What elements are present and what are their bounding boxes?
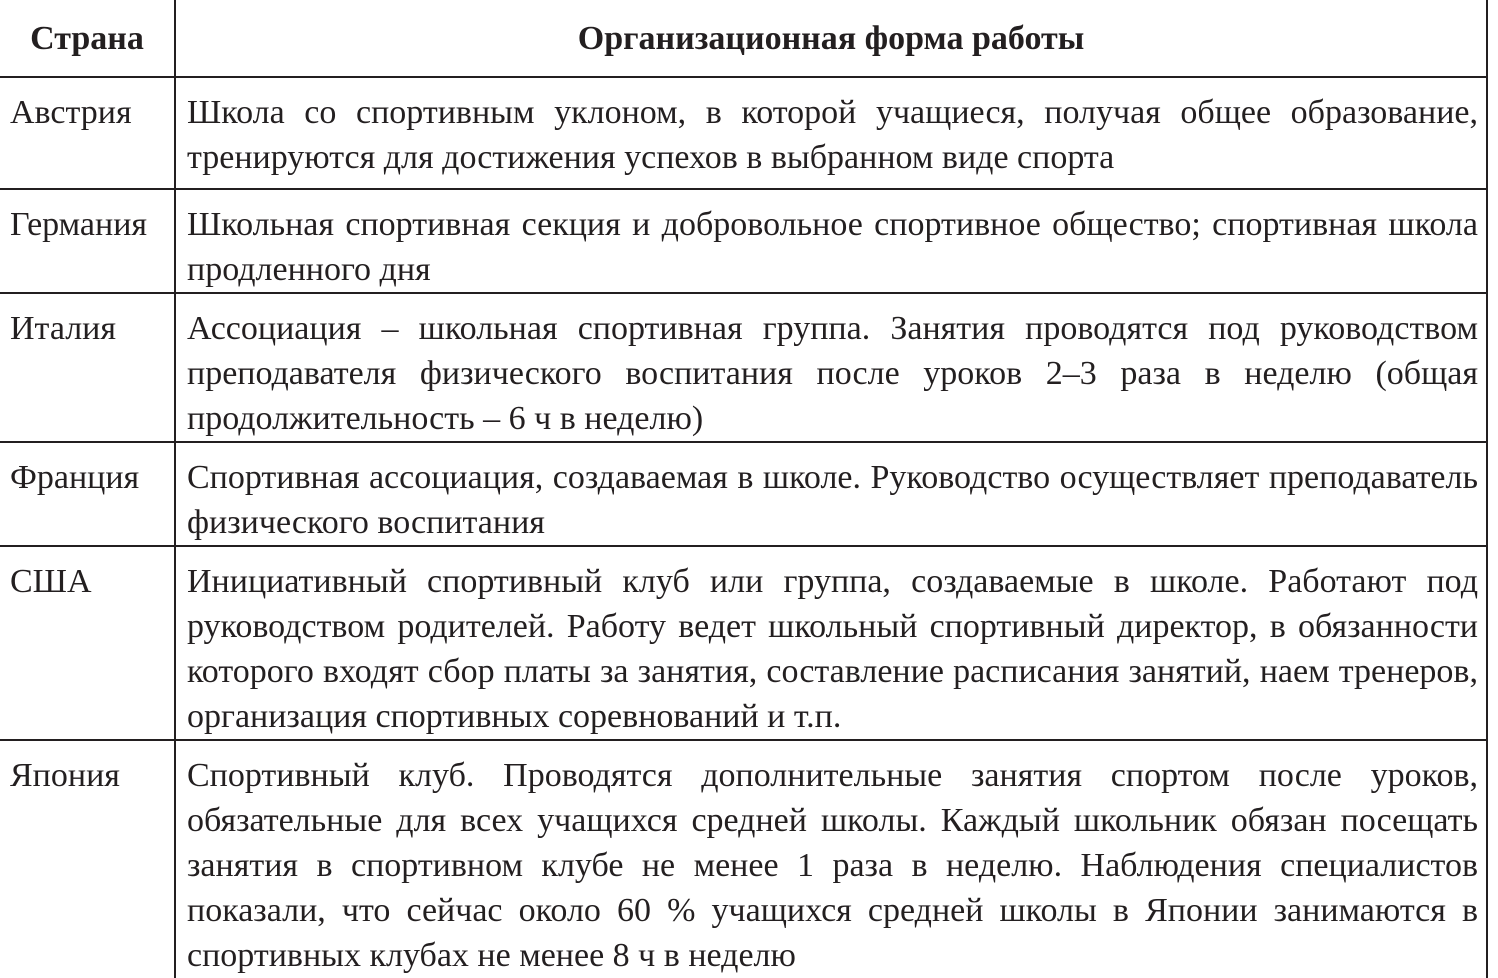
table-header-row (0, 0, 1487, 77)
organizational-form-cell: Инициативный спортивный клуб или группа, создаваемые в школе. Работают под руководством родителей. Работу ведет школьный спортивный директор, в обязанности которого входят сбор платы за занятия, составление расписания занятий, наем тренеров, организация спортивных соревнований и т.п. (175, 546, 1487, 740)
organizational-form-cell: Спортивная ассоциация, создаваемая в школе. Руководство осуществляет преподаватель физического воспитания (175, 442, 1487, 546)
organizational-form-cell: Школа со спортивным уклоном, в которой учащиеся, получая общее образование, тренируются для достижения успехов в выбранном виде спорта (175, 77, 1487, 189)
table-row (0, 442, 1487, 546)
organizational-form-cell: Ассоциация – школьная спортивная группа. Занятия проводятся под руководством преподавателя физического воспитания после уроков 2–3 раза в неделю (общая продолжительность – 6 ч в неделю) (175, 293, 1487, 442)
country-cell: США (0, 546, 175, 740)
country-cell: Япония (0, 740, 175, 978)
table-row (0, 546, 1487, 740)
table-row (0, 189, 1487, 293)
header-country: Страна (0, 0, 175, 77)
country-cell: Германия (0, 189, 175, 293)
organizational-form-cell: Спортивный клуб. Проводятся дополнительные занятия спортом после уроков, обязательные для всех учащихся средней школы. Каждый школьник обязан посещать занятия в спортивном клубе не менее 1 раза в неделю. Наблюдения специалистов показали, что сейчас около 60 % учащихся средней школы в Японии занимаются в спортивных клубах не менее 8 ч в неделю (175, 740, 1487, 978)
country-cell: Австрия (0, 77, 175, 189)
table-row (0, 740, 1487, 978)
table-row (0, 77, 1487, 189)
header-organizational-form: Организационная форма работы (175, 0, 1487, 77)
country-cell: Франция (0, 442, 175, 546)
country-cell: Италия (0, 293, 175, 442)
table-row (0, 293, 1487, 442)
organizational-form-cell: Школьная спортивная секция и добровольное спортивное общество; спортивная школа продленного дня (175, 189, 1487, 293)
